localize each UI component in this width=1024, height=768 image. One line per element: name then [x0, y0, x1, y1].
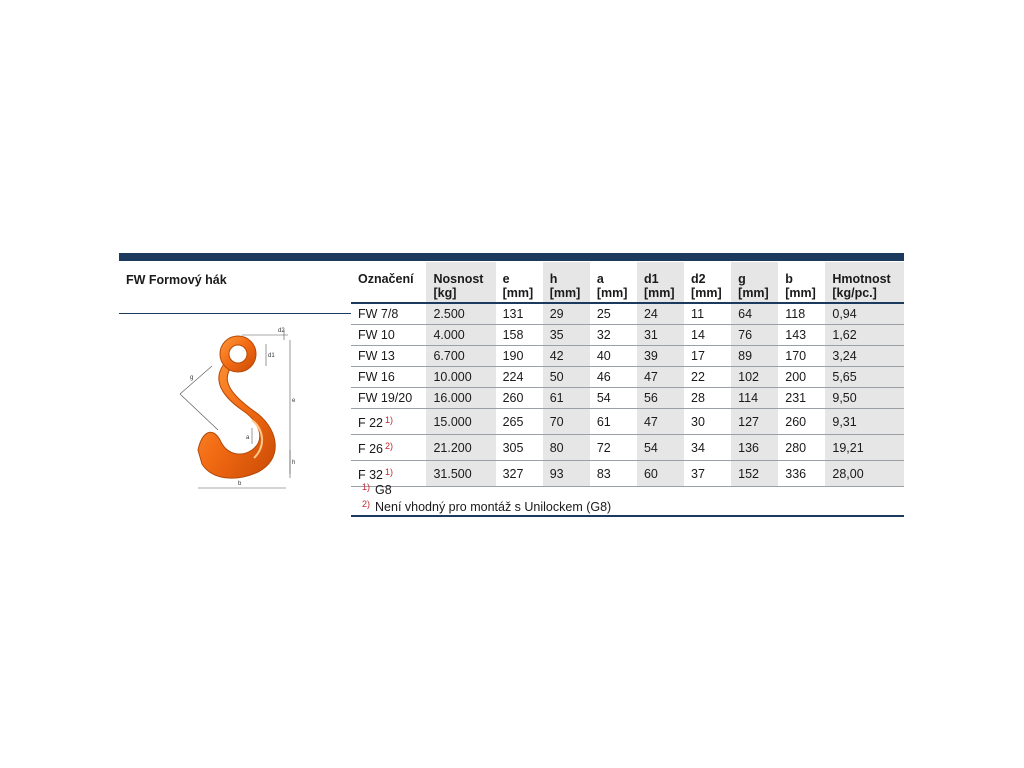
- cell-d1: 60: [637, 461, 684, 487]
- cell-oznaceni: FW 7/8: [351, 303, 426, 325]
- table-row: [351, 346, 904, 367]
- cell-g: 114: [731, 388, 778, 409]
- cell-h: 80: [543, 435, 590, 461]
- cell-hmotnost: 3,24: [825, 346, 904, 367]
- cell-d1: 47: [637, 409, 684, 435]
- cell-hmotnost: 28,00: [825, 461, 904, 487]
- cell-a: 83: [590, 461, 637, 487]
- cell-e: 265: [496, 409, 543, 435]
- dim-label-g: g: [190, 375, 194, 381]
- cell-hmotnost: 9,31: [825, 409, 904, 435]
- col-header-b: b [mm]: [778, 262, 825, 303]
- cell-g: 152: [731, 461, 778, 487]
- cell-d1: 24: [637, 303, 684, 325]
- cell-h: 50: [543, 367, 590, 388]
- cell-g: 89: [731, 346, 778, 367]
- title-divider: [119, 313, 351, 314]
- cell-nosnost: 31.500: [426, 461, 495, 487]
- cell-oznaceni: FW 13: [351, 346, 426, 367]
- cell-b: 231: [778, 388, 825, 409]
- cell-nosnost: 21.200: [426, 435, 495, 461]
- cell-d1: 47: [637, 367, 684, 388]
- cell-h: 70: [543, 409, 590, 435]
- cell-hmotnost: 9,50: [825, 388, 904, 409]
- cell-oznaceni: F 26 $^{2)}$: [351, 435, 426, 461]
- cell-h: 29: [543, 303, 590, 325]
- footnote-ref: 1): [385, 415, 394, 425]
- footnote-2: $^{2)}$ Není vhodný pro montáž s Unilockem (G8): [362, 499, 612, 514]
- cell-h: 42: [543, 346, 590, 367]
- cell-b: 260: [778, 409, 825, 435]
- cell-nosnost: 2.500: [426, 303, 495, 325]
- eye-hook-drawing-icon: [172, 322, 302, 494]
- cell-d1: 56: [637, 388, 684, 409]
- footnote-ref: 2): [385, 441, 394, 451]
- cell-e: 305: [496, 435, 543, 461]
- table-header-row: [351, 262, 904, 303]
- footnote-ref: 1): [385, 467, 394, 477]
- cell-nosnost: 10.000: [426, 367, 495, 388]
- cell-oznaceni: F 32 $^{1)}$: [351, 461, 426, 487]
- cell-d1: 54: [637, 435, 684, 461]
- cell-nosnost: 15.000: [426, 409, 495, 435]
- cell-nosnost: 6.700: [426, 346, 495, 367]
- cell-a: 40: [590, 346, 637, 367]
- cell-a: 54: [590, 388, 637, 409]
- product-title: FW Formový hák: [126, 273, 227, 287]
- cell-d2: 11: [684, 303, 731, 325]
- dim-label-a: a: [246, 435, 250, 441]
- cell-d2: 34: [684, 435, 731, 461]
- footnotes: [351, 479, 904, 517]
- cell-d2: 17: [684, 346, 731, 367]
- cell-h: 93: [543, 461, 590, 487]
- cell-b: 336: [778, 461, 825, 487]
- spec-table: [351, 262, 904, 487]
- cell-g: 102: [731, 367, 778, 388]
- cell-d2: 30: [684, 409, 731, 435]
- table-row: [351, 388, 904, 409]
- cell-g: 127: [731, 409, 778, 435]
- dim-label-e: e: [292, 398, 296, 404]
- cell-g: 64: [731, 303, 778, 325]
- dim-label-b: b: [238, 481, 242, 487]
- cell-d1: 39: [637, 346, 684, 367]
- cell-a: 46: [590, 367, 637, 388]
- cell-e: 190: [496, 346, 543, 367]
- cell-e: 131: [496, 303, 543, 325]
- table-row: [351, 409, 904, 435]
- table-row: [351, 303, 904, 325]
- cell-oznaceni: FW 16: [351, 367, 426, 388]
- col-header-g: g [mm]: [731, 262, 778, 303]
- cell-nosnost: 4.000: [426, 325, 495, 346]
- cell-hmotnost: 19,21: [825, 435, 904, 461]
- cell-e: 260: [496, 388, 543, 409]
- table-row: [351, 435, 904, 461]
- col-header-a: a [mm]: [590, 262, 637, 303]
- cell-g: 76: [731, 325, 778, 346]
- col-header-nosnost: Nosnost [kg]: [426, 262, 495, 303]
- cell-e: 224: [496, 367, 543, 388]
- table-row: [351, 367, 904, 388]
- cell-hmotnost: 0,94: [825, 303, 904, 325]
- col-header-hmotnost: Hmotnost [kg/pc.]: [825, 262, 904, 303]
- cell-e: 327: [496, 461, 543, 487]
- dim-label-d2: d2: [278, 328, 285, 334]
- cell-hmotnost: 5,65: [825, 367, 904, 388]
- cell-oznaceni: FW 19/20: [351, 388, 426, 409]
- col-header-oznaceni: Označení: [351, 262, 426, 303]
- cell-b: 200: [778, 367, 825, 388]
- cell-a: 72: [590, 435, 637, 461]
- header-bar: [119, 253, 904, 261]
- cell-d2: 14: [684, 325, 731, 346]
- cell-a: 61: [590, 409, 637, 435]
- cell-h: 35: [543, 325, 590, 346]
- cell-hmotnost: 1,62: [825, 325, 904, 346]
- col-header-e: e [mm]: [496, 262, 543, 303]
- cell-g: 136: [731, 435, 778, 461]
- cell-nosnost: 16.000: [426, 388, 495, 409]
- table-row: [351, 325, 904, 346]
- cell-oznaceni: FW 10: [351, 325, 426, 346]
- cell-d2: 22: [684, 367, 731, 388]
- col-header-h: h [mm]: [543, 262, 590, 303]
- dim-label-d1: d1: [268, 353, 275, 359]
- cell-d2: 28: [684, 388, 731, 409]
- cell-b: 170: [778, 346, 825, 367]
- cell-d1: 31: [637, 325, 684, 346]
- cell-a: 32: [590, 325, 637, 346]
- footnote-1: $^{1)}$ G8: [362, 482, 392, 497]
- cell-e: 158: [496, 325, 543, 346]
- cell-a: 25: [590, 303, 637, 325]
- cell-b: 280: [778, 435, 825, 461]
- cell-d2: 37: [684, 461, 731, 487]
- col-header-d2: d2 [mm]: [684, 262, 731, 303]
- cell-b: 118: [778, 303, 825, 325]
- cell-h: 61: [543, 388, 590, 409]
- dim-label-h: h: [292, 460, 296, 466]
- cell-b: 143: [778, 325, 825, 346]
- cell-oznaceni: F 22 $^{1)}$: [351, 409, 426, 435]
- col-header-d1: d1 [mm]: [637, 262, 684, 303]
